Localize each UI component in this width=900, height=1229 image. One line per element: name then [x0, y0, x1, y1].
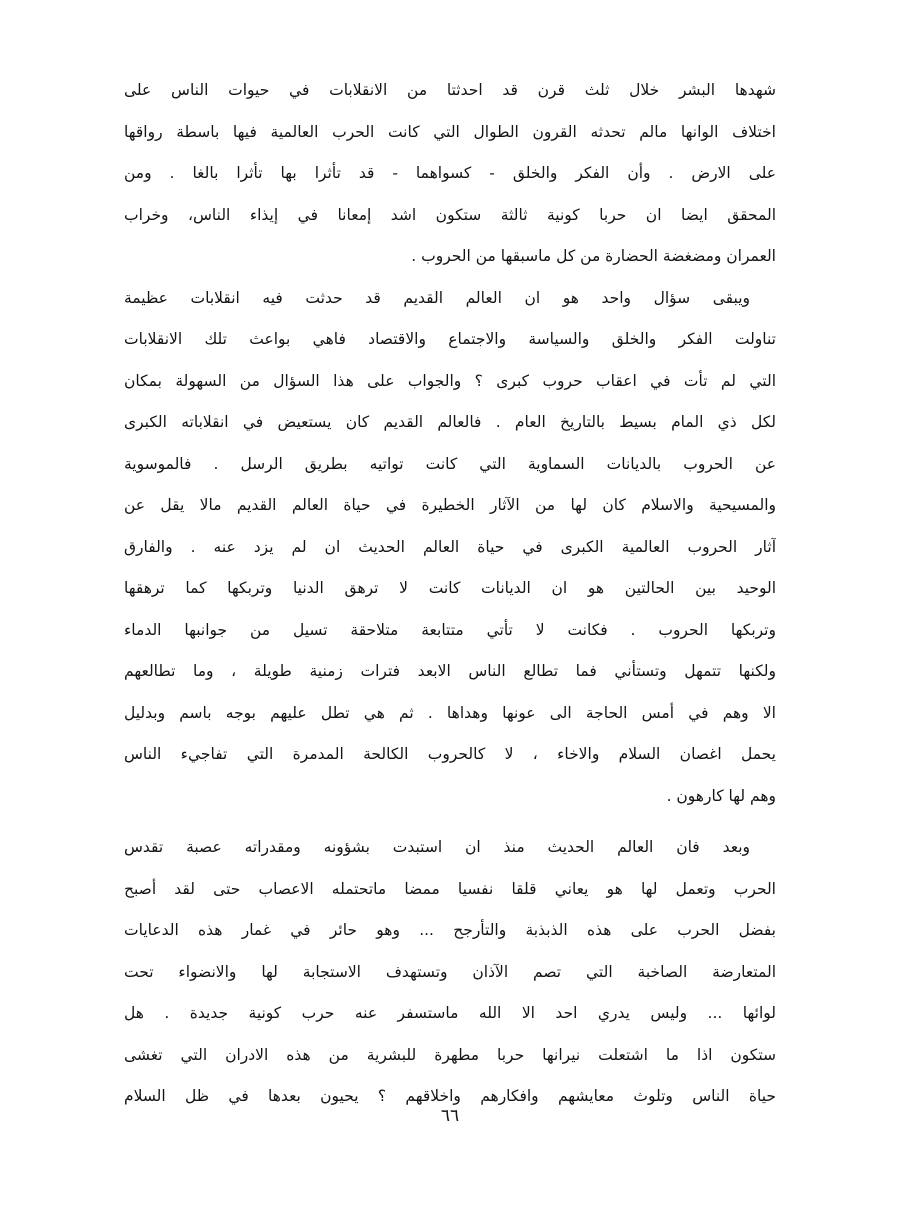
text-line: آثار الحروب العالمية الكبرى في حياة العالم الحديث ان لم يزد عنه . والفارق [124, 537, 776, 556]
text-line: المتعارضة الصاخبة التي تصم الآذان وتستهدف الاستجابة لها والانضواء تحت [124, 962, 776, 981]
paragraph-3 [124, 827, 776, 1118]
text-line: عن الحروب بالديانات السماوية التي كانت تواتيه بطريق الرسل . فالموسوية [124, 454, 776, 473]
text-line: وهم لها كارهون . [666, 786, 776, 805]
text-line: الوحيد بين الحالتين هو ان الديانات كانت لا ترهق الدنيا وتربكها كما ترهقها [124, 579, 776, 597]
text-line: وتربكها الحروب . فكانت لا تأتي متتابعة متلاحقة تسيل من جوانبها الدماء [124, 620, 776, 639]
text-line: العمران ومضغضة الحضارة من كل ماسبقها من الحروب . [411, 247, 776, 265]
text-line: ستكون اذا ما اشتعلت نيرانها حربا مطهرة للبشرية من هذه الادران التي تغشى [124, 1045, 776, 1064]
paragraph-1 [124, 70, 776, 278]
text-line: تناولت الفكر والخلق والسياسة والاجتماع والاقتصاد فاهي بواعث تلك الانقلابات [124, 330, 776, 348]
text-line: بفضل الحرب على هذه الذبذبة والتأرجح ... وهو حائر في غمار هذه الدعايات [124, 921, 776, 939]
text-line: لوائها ... وليس يدري احد الا الله ماستسفر عنه حرب كونية جديدة . هل [124, 1004, 776, 1022]
text-line: شهدها البشر خلال ثلث قرن قد احدثتا من الانقلابات في حيوات الناس على [124, 81, 776, 99]
text-line: ولكنها تتمهل وتستأني فما تطالع الناس الابعد فترات زمنية طويلة ، وما تطالعهم [124, 662, 776, 680]
text-line: ويبقى سؤال واحد هو ان العالم القديم قد حدثت فيه انقلابات عظيمة [124, 288, 750, 307]
text-line: حياة الناس وتلوث معايشهم وافكارهم واخلاقهم ؟ يحيون بعدها في ظل السلام [124, 1087, 776, 1105]
text-line: لكل ذي المام بسيط بالتاريخ العام . فالعالم القديم كان يستعيض في انقلاباته الكبرى [124, 413, 776, 431]
text-line: والمسيحية والاسلام كان لها من الآثار الخطيرة في حياة العالم القديم مالا يقل عن [124, 496, 776, 514]
text-line: الحرب وتعمل لها هو يعاني قلقا نفسيا ممضا ماتحتمله الاعصاب حتى لقد أصبح [124, 879, 776, 898]
page-number: ٦٦ [440, 1106, 460, 1126]
text-line: المحقق ايضا ان حربا كونية ثالثة ستكون اشد إمعانا في إيذاء الناس، وخراب [124, 205, 776, 224]
text-line: التي لم تأت في اعقاب حروب كبرى ؟ والجواب على هذا السؤال من السهولة بمكان [124, 371, 776, 390]
paragraph-spacer [124, 817, 776, 827]
text-line: يحمل اغصان السلام والاخاء ، لا كالحروب الكالحة المدمرة التي تفاجيء الناس [124, 745, 776, 763]
text-line: على الارض . وأن الفكر والخلق - كسواهما - قد تأثرا بها تأثرا بالغا . ومن [124, 164, 776, 182]
text-line: وبعد فان العالم الحديث منذ ان استبدت بشؤونه ومقدراته عصبة تقدس [124, 838, 750, 856]
body-text [124, 70, 776, 1118]
paragraph-2 [124, 278, 776, 818]
text-line: الا وهم في أمس الحاجة الى عونها وهداها . ثم هي تطل عليهم بوجه باسم وبدليل [124, 703, 776, 722]
text-line: اختلاف الوانها مالم تحدثه القرون الطوال التي كانت الحرب العالمية فيها باسطة رواقها [124, 122, 776, 141]
